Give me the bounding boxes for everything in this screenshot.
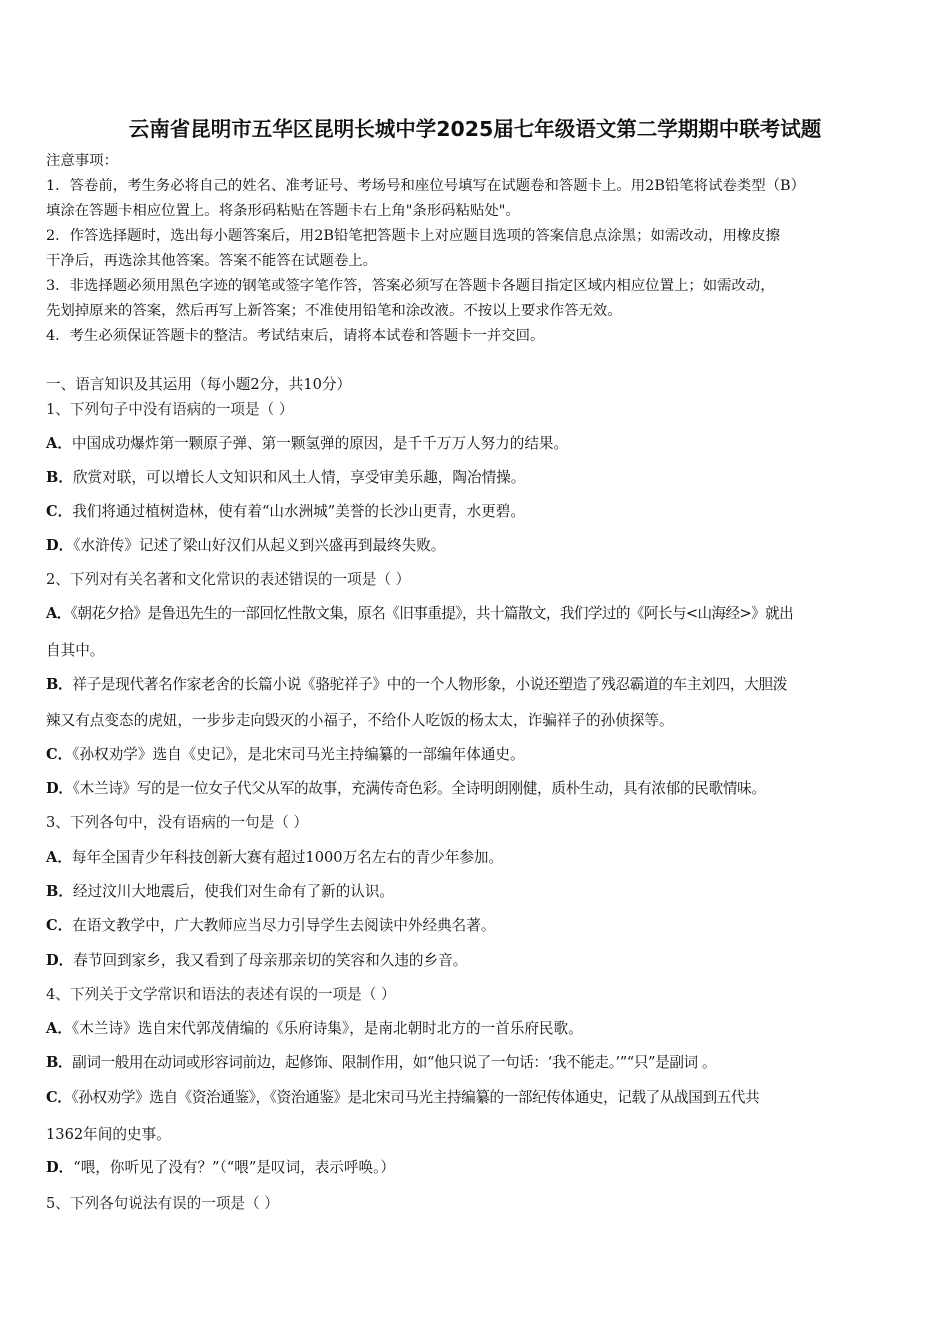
option-text: 春节回到家乡，我又看到了母亲那亲切的笑容和久违的乡音。	[73, 952, 468, 969]
question-option	[46, 1019, 908, 1039]
question-option	[46, 468, 908, 488]
question-option	[46, 536, 908, 556]
option-letter: C．	[46, 503, 73, 520]
notes-line: 4．考生必须保证答题卡的整洁。考试结束后，请将本试卷和答题卡一并交回。	[46, 328, 545, 344]
option-text: 欣赏对联，可以增长人文知识和风土人情，享受审美乐趣，陶冶情操。	[72, 469, 526, 486]
option-letter: D．	[46, 1159, 74, 1176]
question-option	[46, 502, 908, 522]
question-option	[46, 604, 908, 624]
option-text: 《木兰诗》选自宋代郭茂倩编的《乐府诗集》，是南北朝时北方的一首乐府民歌。	[71, 1020, 583, 1037]
question-option	[46, 1158, 908, 1178]
notes-line: 2．作答选择题时，选出每小题答案后，用2B铅笔把答题卡上对应题目选项的答案信息点涂黑；如需改动，用橡皮擦	[46, 228, 781, 244]
notes-line: 1．答卷前，考生务必将自己的姓名、准考证号、考场号和座位号填写在试题卷和答题卡上。用2B铅笔将试卷类型（B）	[46, 178, 805, 194]
option-letter: B．	[46, 883, 73, 900]
question-option	[46, 434, 908, 454]
question-stem: 3、下列各句中，没有语病的一句是（ ）	[46, 814, 309, 831]
option-text: 祥子是现代著名作家老舍的长篇小说《骆驼祥子》中的一个人物形象，小说还塑造了残忍霸道的车主刘四，大胆泼	[72, 676, 788, 693]
section-heading: 一、语言知识及其运用（每小题2分，共10分）	[46, 376, 352, 393]
option-letter: D．	[46, 952, 74, 969]
question-stem: 4、下列关于文学常识和语法的表述有误的一项是（ ）	[46, 986, 396, 1003]
notes-line: 3．非选择题必须用黑色字迹的钢笔或签字笔作答，答案必须写在答题卡各题目指定区域内相应位置上；如需改动，	[46, 278, 775, 294]
option-text: 中国成功爆炸第一颗原子弹、第一颗氢弹的原因，是千千万万人努力的结果。	[71, 435, 569, 452]
option-letter: D．	[46, 780, 73, 797]
option-text: 在语文教学中，广大教师应当尽力引导学生去阅读中外经典名著。	[72, 917, 496, 934]
option-letter: C．	[46, 746, 73, 763]
option-text: “喂，你听见了没有？”（“喂”是叹词，表示呼唤。）	[73, 1159, 395, 1176]
option-text: 《水浒传》记述了梁山好汉们从起义到兴盛再到最终失败。	[73, 537, 446, 554]
question-stem: 2、下列对有关名著和文化常识的表述错误的一项是（ ）	[46, 571, 411, 588]
question-option	[46, 848, 908, 868]
question-option	[46, 882, 908, 902]
notes-heading: 注意事项：	[46, 153, 118, 169]
option-letter: A．	[46, 605, 71, 622]
option-continuation: 辣又有点变态的虎妞，一步步走向毁灭的小福子，不给仆人吃饭的杨太太，诈骗祥子的孙侦探等。	[46, 712, 674, 729]
option-text: 《木兰诗》写的是一位女子代父从军的故事，充满传奇色彩。全诗明朗刚健，质朴生动，具有浓郁的民歌情味。	[72, 780, 766, 797]
option-letter: B．	[46, 1054, 73, 1071]
question-option	[46, 745, 908, 765]
option-letter: A．	[46, 435, 72, 452]
option-text: 《孙权劝学》选自《资治通鉴》，《资治通鉴》是北宋司马光主持编纂的一部纪传体通史，记载了从战国到五代共	[71, 1089, 760, 1106]
option-letter: B．	[46, 676, 73, 693]
notes-line: 先划掉原来的答案，然后再写上新答案；不准使用铅笔和涂改液。不按以上要求作答无效。	[46, 303, 622, 319]
option-continuation: 1362年间的史事。	[46, 1126, 171, 1143]
option-letter: B．	[46, 469, 73, 486]
question-stem: 1、下列句子中没有语病的一项是（ ）	[46, 401, 294, 418]
option-text: 每年全国青少年科技创新大赛有超过1000万名左右的青少年参加。	[71, 849, 504, 866]
notes-line: 填涂在答题卡相应位置上。将条形码粘贴在答题卡右上角"条形码粘贴处"。	[46, 203, 520, 219]
question-option	[46, 1053, 908, 1073]
page-title: 云南省昆明市五华区昆明长城中学2025届七年级语文第二学期期中联考试题	[128, 117, 822, 141]
question-option	[46, 779, 908, 799]
option-text: 《孙权劝学》选自《史记》，是北宋司马光主持编纂的一部编年体通史。	[72, 746, 525, 763]
option-letter: D．	[46, 537, 74, 554]
notes-line: 干净后，再选涂其他答案。答案不能答在试题卷上。	[46, 253, 377, 269]
option-text: 我们将通过植树造林，使有着“山水洲城”美誉的长沙山更青，水更碧。	[72, 503, 525, 520]
question-option	[46, 1088, 908, 1108]
question-option	[46, 916, 908, 936]
option-letter: C．	[46, 917, 73, 934]
question-option	[46, 951, 908, 971]
option-letter: C．	[46, 1089, 72, 1106]
option-text: 《朝花夕拾》是鲁迅先生的一部回忆性散文集，原名《旧事重提》，共十篇散文，我们学过的《阿长与<山海经>》就出	[70, 605, 794, 622]
option-letter: A．	[46, 849, 72, 866]
question-stem: 5、下列各句说法有误的一项是（ ）	[46, 1195, 279, 1212]
option-text: 经过汶川大地震后，使我们对生命有了新的认识。	[72, 883, 395, 900]
question-option	[46, 675, 908, 695]
option-continuation: 自其中。	[46, 642, 105, 659]
option-letter: A．	[46, 1020, 72, 1037]
option-text: 副词一般用在动词或形容词前边，起修饰、限制作用，如“他只说了一句话：‘我不能走。’”“只”是副词 。	[72, 1054, 717, 1071]
